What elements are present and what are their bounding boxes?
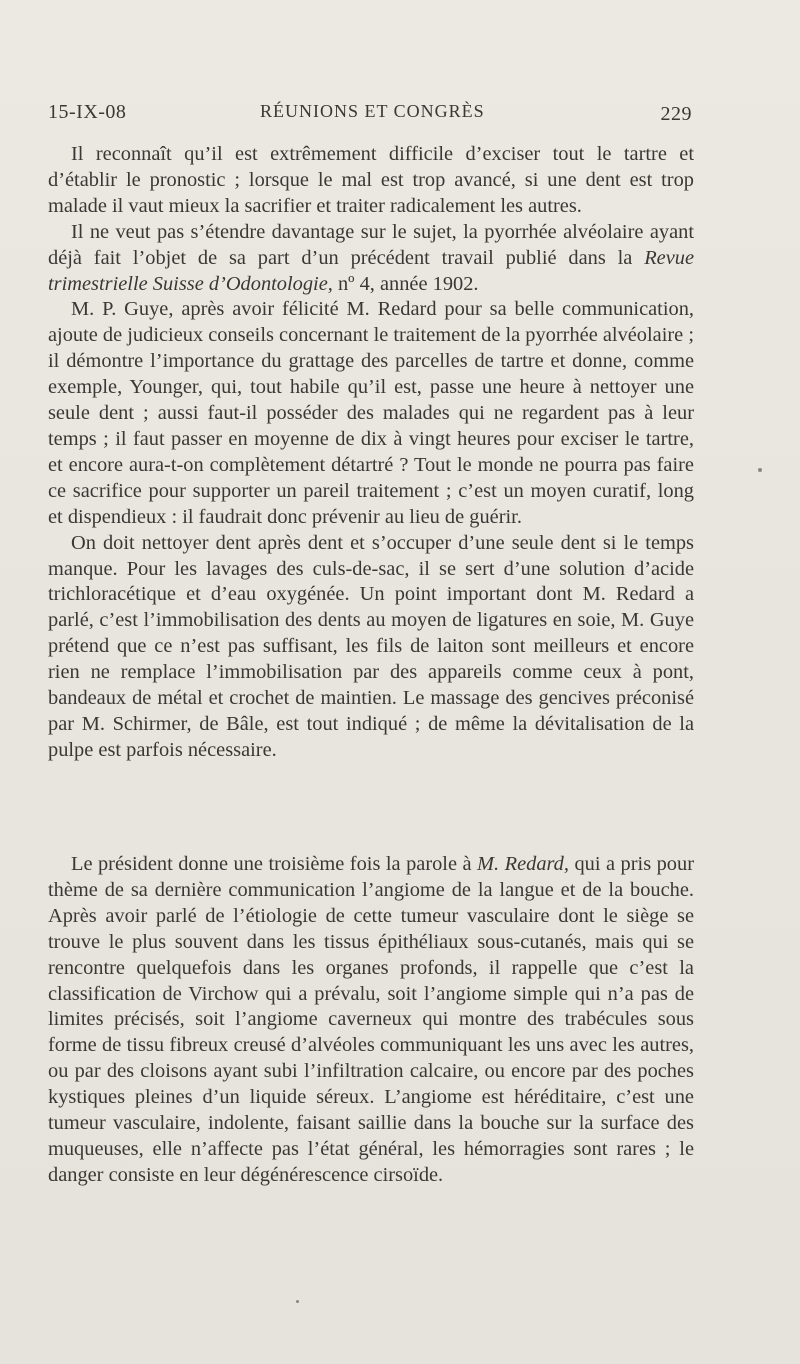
paragraph-3: M. P. Guye, après avoir félicité M. Redard pour sa belle communication, ajoute de judicieux conseils concernant le traitement de la pyorrhée alvéolaire ; il démontre l’importance du grattage des parcelles de tartre et donne, comme exemple, Younger, qui, tout habile qu’il est, passe une heure à nettoyer une seule dent ; aussi faut-il posséder des malades qui ne regardent pas à leur temps ; il faut passer en moyenne de dix à vingt heures pour exciser le tartre, et encore aura-t-on complètement détartré ? Tout le monde ne pourra pas faire ce sacrifice pour supporter un pareil traitement ; c’est un moyen curatif, long et dispendieux : il faudrait donc prévenir au lieu de guérir. xyxy=(48,298,694,528)
paragraph-5 xyxy=(48,852,694,1189)
paragraph-4: On doit nettoyer dent après dent et s’occuper d’une seule dent si le temps manque. Pour les lavages des culs-de-sac, il se sert d’une solution d’acide trichloracétique et d’eau oxygénée. Un point important dont M. Redard a parlé, c’est l’immobilisation des dents au moyen de ligatures en soie, M. Guye prétend que ce n’est pas suffisant, les fils de laiton sont meilleurs et encore rien ne remplace l’immobilisation par des appareils comme ceux à pont, bandeaux de métal et crochet de maintien. Le massage des gencives préconisé par M. Schirmer, de Bâle, est tout indiqué ; de même la dévitalisation de la pulpe est parfois nécessaire. xyxy=(48,531,694,761)
paper-speck xyxy=(296,1300,299,1303)
paragraph-2 xyxy=(48,220,694,298)
body-text-lower xyxy=(48,852,694,1189)
page-number: 229 xyxy=(660,103,692,125)
paragraph-1: Il reconnaît qu’il est extrêmement difficile d’exciser tout le tartre et d’établir le pronostic ; lorsque le mal est trop avancé, si une dent est trop malade il vaut mieux la sacrifier et traiter radicalement les autres. xyxy=(48,143,694,217)
speaker-name: M. Redard, xyxy=(477,853,569,875)
journal-title: Revue trimestrielle Suisse d’Odontologie, xyxy=(48,246,694,295)
paper-speck xyxy=(758,468,762,472)
body-text-upper xyxy=(48,142,694,764)
paragraph-5-text-after: qui a pris pour thème de sa dernière communication l’angiome de la langue et de la bouche. Après avoir parlé de l’étiologie de cette tumeur vasculaire dont le siège se trouve le plus souvent dans les tissus épithéliaux sous-cutanés, mais qui se rencontre quelquefois dans les organes profonds, il rappelle que c’est la classification de Virchow qui a prévalu, soit l’angiome simple qui n’a pas de limites précisés, soit l’angiome caverneux qui montre des trabécules sous forme de tissu fibreux creusé d’alvéoles communiquant les uns avec les autres, ou par des cloisons ayant subi l’infiltration calcaire, ou encore par des poches kystiques pleines d’un liquide séreux. L’angiome est héréditaire, c’est une tumeur vasculaire, indolente, faisant saillie dans la bouche sur la surface des muqueuses, elle n’affecte pas l’état général, les hémorragies sont rares ; le danger consiste en leur dégénérescence cirsoïde. xyxy=(48,853,694,1186)
paragraph-2-text-before: Il ne veut pas s’étendre davantage sur le sujet, la pyorrhée alvéolaire ayant déjà fait l’objet de sa part d’un précédent travail publié dans la xyxy=(48,220,694,269)
paragraph-2-text-after: nº 4, année 1902. xyxy=(332,272,479,295)
header-date: 15-IX-08 xyxy=(48,101,127,123)
running-header xyxy=(48,101,692,131)
paragraph-5-text-before: Le président donne une troisième fois la parole à xyxy=(71,853,478,875)
header-section-title: RÉUNIONS ET CONGRÈS xyxy=(260,101,485,121)
